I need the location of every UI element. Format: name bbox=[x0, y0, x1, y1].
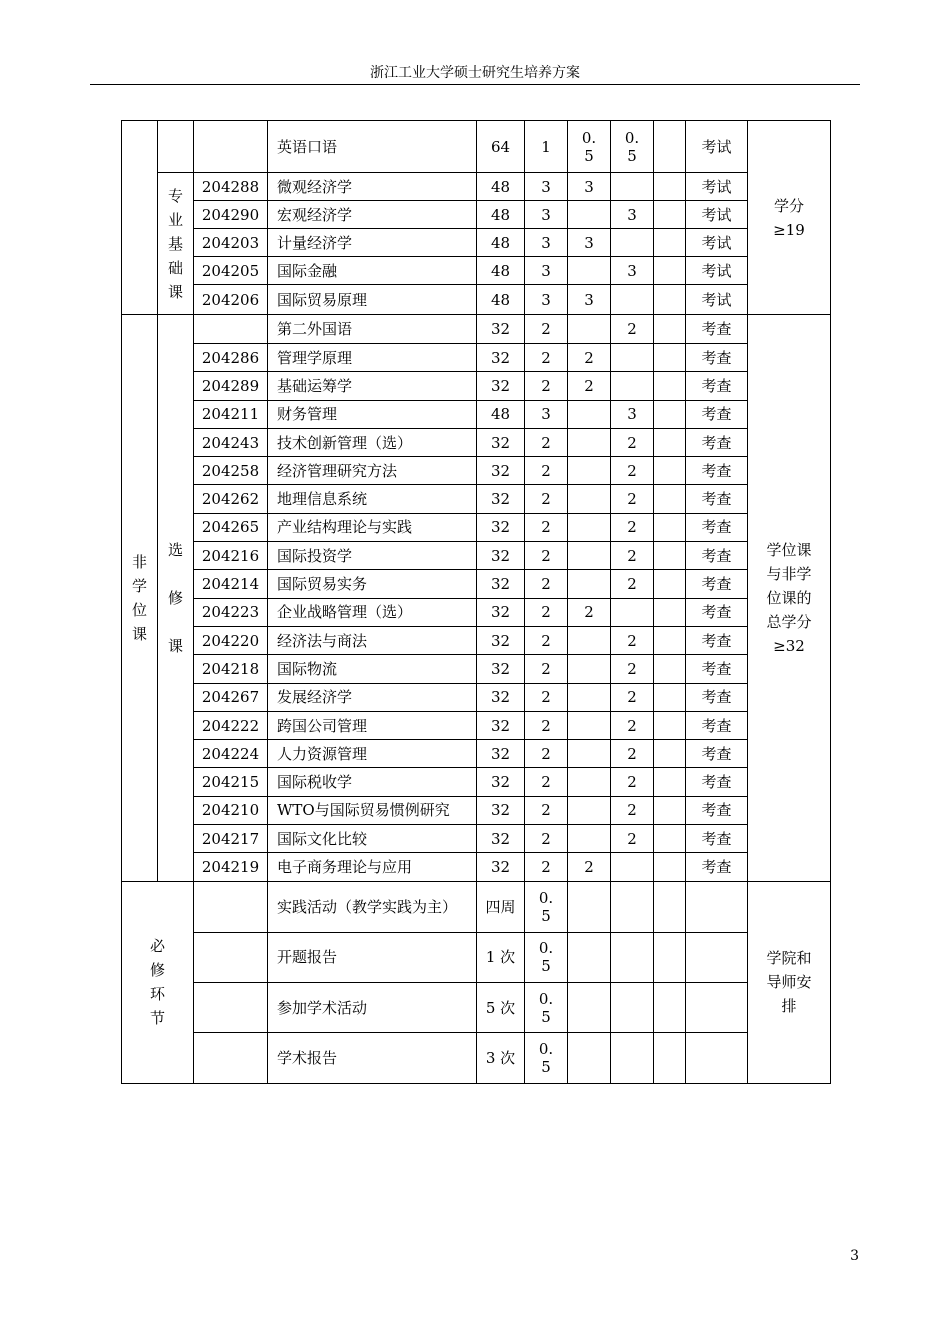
term1-credits bbox=[568, 655, 611, 683]
course-code: 204224 bbox=[194, 740, 268, 768]
course-credits: 2 bbox=[525, 570, 568, 598]
term2-credits: 3 bbox=[611, 257, 654, 285]
table-row bbox=[122, 1033, 831, 1083]
assessment-method: 考查 bbox=[686, 768, 748, 796]
course-code bbox=[194, 121, 268, 173]
term1-credits bbox=[568, 881, 611, 932]
course-hours: 32 bbox=[477, 853, 525, 881]
table-row bbox=[122, 173, 831, 201]
term1-credits: 3 bbox=[568, 173, 611, 201]
term2-credits: 2 bbox=[611, 796, 654, 824]
course-code: 204205 bbox=[194, 257, 268, 285]
term1-credits bbox=[568, 982, 611, 1032]
course-hours: 32 bbox=[477, 372, 525, 400]
course-hours: 48 bbox=[477, 400, 525, 428]
table-row bbox=[122, 683, 831, 711]
extra-column bbox=[654, 768, 686, 796]
course-code bbox=[194, 982, 268, 1032]
table-row bbox=[122, 982, 831, 1032]
assessment-method: 考查 bbox=[686, 428, 748, 456]
course-hours: 64 bbox=[477, 121, 525, 173]
term2-credits bbox=[611, 229, 654, 257]
extra-column bbox=[654, 825, 686, 853]
term1-credits bbox=[568, 825, 611, 853]
table-row bbox=[122, 372, 831, 400]
extra-column bbox=[654, 542, 686, 570]
course-name: 英语口语 bbox=[268, 121, 477, 173]
extra-column bbox=[654, 485, 686, 513]
term1-credits bbox=[568, 683, 611, 711]
table-row bbox=[122, 428, 831, 456]
term2-credits: 2 bbox=[611, 825, 654, 853]
course-code: 204218 bbox=[194, 655, 268, 683]
extra-column bbox=[654, 400, 686, 428]
course-hours: 32 bbox=[477, 428, 525, 456]
course-credits: 2 bbox=[525, 825, 568, 853]
course-code bbox=[194, 881, 268, 932]
category-label: 非 学 位 课 bbox=[122, 315, 158, 882]
course-hours: 1 次 bbox=[477, 932, 525, 982]
term2-credits: 0. 5 bbox=[611, 121, 654, 173]
course-credits: 2 bbox=[525, 457, 568, 485]
term1-credits: 2 bbox=[568, 372, 611, 400]
course-code: 204222 bbox=[194, 711, 268, 739]
subgroup-cell bbox=[158, 121, 194, 173]
course-name: 经济法与商法 bbox=[268, 626, 477, 654]
course-name: 宏观经济学 bbox=[268, 201, 477, 229]
term2-credits bbox=[611, 344, 654, 372]
course-code bbox=[194, 315, 268, 344]
course-credits: 2 bbox=[525, 513, 568, 541]
term1-credits bbox=[568, 740, 611, 768]
term2-credits: 2 bbox=[611, 457, 654, 485]
course-name: 开题报告 bbox=[268, 932, 477, 982]
extra-column bbox=[654, 513, 686, 541]
course-hours: 32 bbox=[477, 315, 525, 344]
assessment-method: 考试 bbox=[686, 201, 748, 229]
course-credits: 1 bbox=[525, 121, 568, 173]
term2-credits bbox=[611, 285, 654, 315]
table-row bbox=[122, 570, 831, 598]
extra-column bbox=[654, 121, 686, 173]
term1-credits bbox=[568, 711, 611, 739]
course-name: WTO与国际贸易惯例研究 bbox=[268, 796, 477, 824]
term2-credits bbox=[611, 1033, 654, 1083]
course-code: 204267 bbox=[194, 683, 268, 711]
extra-column bbox=[654, 570, 686, 598]
table-row bbox=[122, 796, 831, 824]
course-name: 国际物流 bbox=[268, 655, 477, 683]
course-hours: 32 bbox=[477, 825, 525, 853]
course-table bbox=[121, 120, 831, 1084]
assessment-method: 考查 bbox=[686, 400, 748, 428]
course-name: 参加学术活动 bbox=[268, 982, 477, 1032]
term2-credits: 2 bbox=[611, 570, 654, 598]
course-credits: 2 bbox=[525, 485, 568, 513]
term2-credits bbox=[611, 881, 654, 932]
credit-requirement-note: 学分 ≥19 bbox=[748, 121, 831, 315]
table-row bbox=[122, 285, 831, 315]
term2-credits: 3 bbox=[611, 400, 654, 428]
assessment-method: 考查 bbox=[686, 683, 748, 711]
course-code bbox=[194, 1033, 268, 1083]
table-row bbox=[122, 655, 831, 683]
assessment-method: 考试 bbox=[686, 173, 748, 201]
course-name: 国际金融 bbox=[268, 257, 477, 285]
table-row bbox=[122, 457, 831, 485]
course-code: 204206 bbox=[194, 285, 268, 315]
table-row bbox=[122, 598, 831, 626]
course-credits: 3 bbox=[525, 285, 568, 315]
course-name: 基础运筹学 bbox=[268, 372, 477, 400]
credit-requirement-note: 学院和 导师安 排 bbox=[748, 881, 831, 1083]
course-credits: 2 bbox=[525, 598, 568, 626]
course-credits: 0. 5 bbox=[525, 881, 568, 932]
extra-column bbox=[654, 853, 686, 881]
course-credits: 3 bbox=[525, 400, 568, 428]
term1-credits bbox=[568, 796, 611, 824]
term1-credits bbox=[568, 457, 611, 485]
term2-credits bbox=[611, 853, 654, 881]
term1-credits bbox=[568, 201, 611, 229]
term2-credits bbox=[611, 598, 654, 626]
extra-column bbox=[654, 796, 686, 824]
course-hours: 32 bbox=[477, 796, 525, 824]
term2-credits bbox=[611, 982, 654, 1032]
course-code: 204262 bbox=[194, 485, 268, 513]
course-code: 204214 bbox=[194, 570, 268, 598]
course-name: 电子商务理论与应用 bbox=[268, 853, 477, 881]
course-name: 地理信息系统 bbox=[268, 485, 477, 513]
category-label: 必 修 环 节 bbox=[122, 881, 194, 1083]
course-name: 跨国公司管理 bbox=[268, 711, 477, 739]
assessment-method: 考查 bbox=[686, 598, 748, 626]
term1-credits bbox=[568, 400, 611, 428]
course-name: 企业战略管理（选） bbox=[268, 598, 477, 626]
extra-column bbox=[654, 457, 686, 485]
term1-credits: 0. 5 bbox=[568, 121, 611, 173]
subgroup-label: 专 业 基 础 课 bbox=[158, 173, 194, 315]
course-name: 经济管理研究方法 bbox=[268, 457, 477, 485]
course-credits: 3 bbox=[525, 257, 568, 285]
term2-credits: 2 bbox=[611, 485, 654, 513]
extra-column bbox=[654, 598, 686, 626]
extra-column bbox=[654, 315, 686, 344]
extra-column bbox=[654, 257, 686, 285]
course-code: 204288 bbox=[194, 173, 268, 201]
term1-credits bbox=[568, 626, 611, 654]
extra-column bbox=[654, 982, 686, 1032]
course-name: 国际税收学 bbox=[268, 768, 477, 796]
table-row bbox=[122, 825, 831, 853]
assessment-method: 考查 bbox=[686, 740, 748, 768]
course-hours: 32 bbox=[477, 344, 525, 372]
table-row bbox=[122, 513, 831, 541]
assessment-method: 考查 bbox=[686, 825, 748, 853]
course-code: 204258 bbox=[194, 457, 268, 485]
course-code: 204216 bbox=[194, 542, 268, 570]
course-credits: 2 bbox=[525, 768, 568, 796]
extra-column bbox=[654, 655, 686, 683]
course-name: 国际投资学 bbox=[268, 542, 477, 570]
extra-column bbox=[654, 626, 686, 654]
course-code: 204217 bbox=[194, 825, 268, 853]
assessment-method: 考试 bbox=[686, 285, 748, 315]
course-hours: 32 bbox=[477, 457, 525, 485]
assessment-method bbox=[686, 1033, 748, 1083]
extra-column bbox=[654, 683, 686, 711]
term2-credits: 3 bbox=[611, 201, 654, 229]
course-code bbox=[194, 932, 268, 982]
course-code: 204286 bbox=[194, 344, 268, 372]
extra-column bbox=[654, 711, 686, 739]
course-credits: 0. 5 bbox=[525, 1033, 568, 1083]
table-row bbox=[122, 881, 831, 932]
table-row bbox=[122, 542, 831, 570]
term1-credits: 2 bbox=[568, 344, 611, 372]
assessment-method: 考试 bbox=[686, 257, 748, 285]
term1-credits: 3 bbox=[568, 229, 611, 257]
course-credits: 2 bbox=[525, 315, 568, 344]
course-credits: 2 bbox=[525, 626, 568, 654]
course-code: 204220 bbox=[194, 626, 268, 654]
course-credits: 3 bbox=[525, 229, 568, 257]
category-cell bbox=[122, 121, 158, 315]
table-row bbox=[122, 315, 831, 344]
course-credits: 2 bbox=[525, 344, 568, 372]
extra-column bbox=[654, 229, 686, 257]
course-name: 产业结构理论与实践 bbox=[268, 513, 477, 541]
table-row bbox=[122, 626, 831, 654]
page-number: 3 bbox=[850, 1248, 859, 1264]
course-code: 204290 bbox=[194, 201, 268, 229]
term2-credits: 2 bbox=[611, 315, 654, 344]
extra-column bbox=[654, 173, 686, 201]
course-hours: 32 bbox=[477, 570, 525, 598]
course-credits: 3 bbox=[525, 173, 568, 201]
term2-credits: 2 bbox=[611, 768, 654, 796]
extra-column bbox=[654, 932, 686, 982]
term1-credits bbox=[568, 315, 611, 344]
term2-credits: 2 bbox=[611, 542, 654, 570]
course-credits: 2 bbox=[525, 655, 568, 683]
table-row bbox=[122, 740, 831, 768]
course-credits: 3 bbox=[525, 201, 568, 229]
course-credits: 2 bbox=[525, 542, 568, 570]
course-name: 国际贸易原理 bbox=[268, 285, 477, 315]
term1-credits bbox=[568, 542, 611, 570]
course-name: 国际贸易实务 bbox=[268, 570, 477, 598]
course-credits: 0. 5 bbox=[525, 932, 568, 982]
course-hours: 5 次 bbox=[477, 982, 525, 1032]
course-hours: 48 bbox=[477, 201, 525, 229]
course-name: 第二外国语 bbox=[268, 315, 477, 344]
extra-column bbox=[654, 344, 686, 372]
course-credits: 2 bbox=[525, 372, 568, 400]
term2-credits bbox=[611, 173, 654, 201]
term1-credits bbox=[568, 428, 611, 456]
table-row bbox=[122, 485, 831, 513]
course-code: 204289 bbox=[194, 372, 268, 400]
course-name: 财务管理 bbox=[268, 400, 477, 428]
course-hours: 32 bbox=[477, 655, 525, 683]
table-row bbox=[122, 768, 831, 796]
course-name: 人力资源管理 bbox=[268, 740, 477, 768]
term2-credits: 2 bbox=[611, 683, 654, 711]
course-code: 204210 bbox=[194, 796, 268, 824]
term1-credits bbox=[568, 485, 611, 513]
table-row bbox=[122, 711, 831, 739]
course-code: 204211 bbox=[194, 400, 268, 428]
term1-credits bbox=[568, 570, 611, 598]
course-hours: 48 bbox=[477, 257, 525, 285]
course-credits: 2 bbox=[525, 796, 568, 824]
term1-credits bbox=[568, 768, 611, 796]
assessment-method: 考查 bbox=[686, 513, 748, 541]
extra-column bbox=[654, 372, 686, 400]
course-name: 微观经济学 bbox=[268, 173, 477, 201]
course-hours: 32 bbox=[477, 513, 525, 541]
assessment-method: 考查 bbox=[686, 457, 748, 485]
course-hours: 48 bbox=[477, 173, 525, 201]
term2-credits: 2 bbox=[611, 711, 654, 739]
page-header: 浙江工业大学硕士研究生培养方案 bbox=[90, 62, 860, 85]
term2-credits bbox=[611, 932, 654, 982]
course-name: 国际文化比较 bbox=[268, 825, 477, 853]
term1-credits bbox=[568, 257, 611, 285]
term2-credits: 2 bbox=[611, 655, 654, 683]
course-hours: 32 bbox=[477, 626, 525, 654]
course-hours: 32 bbox=[477, 711, 525, 739]
term1-credits: 2 bbox=[568, 598, 611, 626]
assessment-method: 考查 bbox=[686, 711, 748, 739]
credit-requirement-note: 学位课 与非学 位课的 总学分 ≥32 bbox=[748, 315, 831, 882]
course-code: 204243 bbox=[194, 428, 268, 456]
term1-credits bbox=[568, 513, 611, 541]
course-hours: 3 次 bbox=[477, 1033, 525, 1083]
table-row bbox=[122, 400, 831, 428]
course-hours: 48 bbox=[477, 285, 525, 315]
course-credits: 0. 5 bbox=[525, 982, 568, 1032]
assessment-method: 考查 bbox=[686, 315, 748, 344]
assessment-method bbox=[686, 982, 748, 1032]
term2-credits: 2 bbox=[611, 513, 654, 541]
subgroup-label: 选 修 课 bbox=[158, 315, 194, 882]
course-code: 204223 bbox=[194, 598, 268, 626]
course-name: 计量经济学 bbox=[268, 229, 477, 257]
assessment-method: 考查 bbox=[686, 853, 748, 881]
extra-column bbox=[654, 881, 686, 932]
term1-credits: 3 bbox=[568, 285, 611, 315]
course-credits: 2 bbox=[525, 683, 568, 711]
course-credits: 2 bbox=[525, 740, 568, 768]
extra-column bbox=[654, 428, 686, 456]
course-hours: 32 bbox=[477, 740, 525, 768]
assessment-method: 考查 bbox=[686, 344, 748, 372]
assessment-method: 考查 bbox=[686, 655, 748, 683]
assessment-method: 考查 bbox=[686, 570, 748, 598]
term2-credits bbox=[611, 372, 654, 400]
course-name: 管理学原理 bbox=[268, 344, 477, 372]
course-name: 发展经济学 bbox=[268, 683, 477, 711]
extra-column bbox=[654, 201, 686, 229]
course-credits: 2 bbox=[525, 853, 568, 881]
assessment-method bbox=[686, 932, 748, 982]
course-name: 实践活动（教学实践为主） bbox=[268, 881, 477, 932]
course-name: 技术创新管理（选） bbox=[268, 428, 477, 456]
course-hours: 32 bbox=[477, 542, 525, 570]
course-hours: 32 bbox=[477, 768, 525, 796]
table-row bbox=[122, 853, 831, 881]
extra-column bbox=[654, 285, 686, 315]
term2-credits: 2 bbox=[611, 740, 654, 768]
table-row bbox=[122, 121, 831, 173]
assessment-method bbox=[686, 881, 748, 932]
table-row bbox=[122, 932, 831, 982]
course-hours: 32 bbox=[477, 485, 525, 513]
course-hours: 32 bbox=[477, 598, 525, 626]
term2-credits: 2 bbox=[611, 428, 654, 456]
course-hours: 四周 bbox=[477, 881, 525, 932]
course-credits: 2 bbox=[525, 428, 568, 456]
table-row bbox=[122, 229, 831, 257]
course-name: 学术报告 bbox=[268, 1033, 477, 1083]
assessment-method: 考查 bbox=[686, 485, 748, 513]
course-code: 204265 bbox=[194, 513, 268, 541]
assessment-method: 考查 bbox=[686, 796, 748, 824]
course-hours: 48 bbox=[477, 229, 525, 257]
course-hours: 32 bbox=[477, 683, 525, 711]
table-row bbox=[122, 201, 831, 229]
assessment-method: 考试 bbox=[686, 229, 748, 257]
course-credits: 2 bbox=[525, 711, 568, 739]
term1-credits: 2 bbox=[568, 853, 611, 881]
course-code: 204215 bbox=[194, 768, 268, 796]
assessment-method: 考查 bbox=[686, 626, 748, 654]
assessment-method: 考查 bbox=[686, 542, 748, 570]
table-row bbox=[122, 344, 831, 372]
term1-credits bbox=[568, 932, 611, 982]
extra-column bbox=[654, 1033, 686, 1083]
extra-column bbox=[654, 740, 686, 768]
course-code: 204219 bbox=[194, 853, 268, 881]
assessment-method: 考查 bbox=[686, 372, 748, 400]
table-row bbox=[122, 257, 831, 285]
course-code: 204203 bbox=[194, 229, 268, 257]
assessment-method: 考试 bbox=[686, 121, 748, 173]
term1-credits bbox=[568, 1033, 611, 1083]
term2-credits: 2 bbox=[611, 626, 654, 654]
